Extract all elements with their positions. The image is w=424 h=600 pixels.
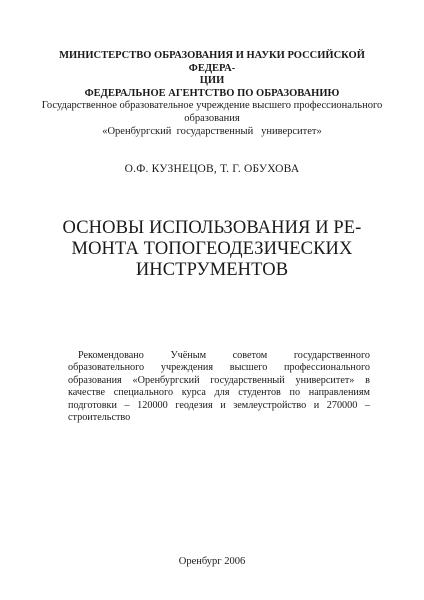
city-year: Оренбург 2006	[178, 556, 246, 567]
recommendation-text: Рекомендовано Учёным советом государственного образовательного учреждения высшего профессионального образования «Оренбургский государственный университет» в качестве специального курса для студентов по направлениям подготовки – 120000 геодезия и землеустройство и 270000 – строительство	[68, 350, 370, 424]
title-line-2: МОНТА ТОПОГЕОДЕЗИЧЕСКИХ	[71, 239, 353, 259]
ministry-line-2: ЦИИ	[199, 75, 225, 87]
institution-type-line: Государственное образовательное учреждение высшего профессионального	[41, 100, 383, 112]
recommendation-block	[68, 350, 370, 424]
institution-type-line-2: образования	[184, 112, 240, 124]
title-line-1: ОСНОВЫ ИСПОЛЬЗОВАНИЯ И РЕ-	[62, 218, 362, 238]
university-name: «Оренбургский государственный университет»	[102, 125, 322, 137]
institution-header	[40, 50, 384, 138]
authors: О.Ф. КУЗНЕЦОВ, Т. Г. ОБУХОВА	[124, 163, 300, 175]
ministry-line-1: МИНИСТЕРСТВО ОБРАЗОВАНИЯ И НАУКИ РОССИЙСКОЙ ФЕДЕРА-	[59, 50, 365, 74]
agency-line: ФЕДЕРАЛЬНОЕ АГЕНТСТВО ПО ОБРАЗОВАНИЮ	[84, 87, 340, 99]
title-line-3: ИНСТРУМЕНТОВ	[135, 260, 289, 280]
book-title	[40, 218, 384, 281]
